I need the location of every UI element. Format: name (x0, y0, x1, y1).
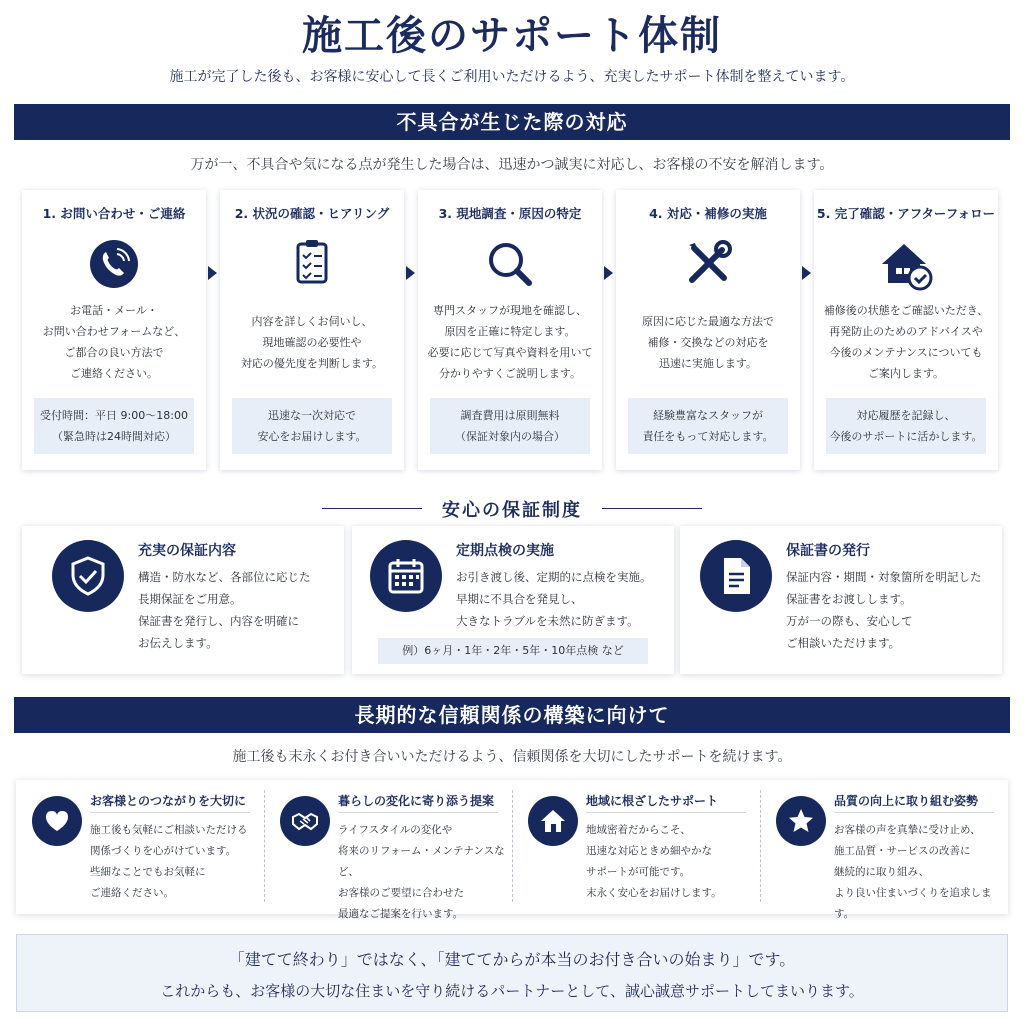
step-description: 内容を詳しくお伺いし、 現地確認の必要性や 対応の優先度を判断します。 (240, 314, 384, 370)
trust-item-text: 施工後も気軽にご相談いただける 関係づくりを心がけています。 些細なことでもお気軽に ご連絡ください。 (90, 824, 248, 899)
trust-section-heading: 長期的な信頼関係の構築に向けて (14, 697, 1010, 733)
trust-item-title: 地域に根ざしたサポート (586, 794, 719, 808)
divider (338, 812, 498, 813)
step-description: 専門スタッフが現地を確認し、 原因を正確に特定します。 必要に応じて写真や資料を用いて 分かりやすくご説明します。 (427, 304, 593, 380)
trust-item-title: 品質の向上に取り組む姿勢 (834, 794, 979, 808)
shield-check-icon (52, 540, 124, 612)
closing-line-1: 「建てて終わり」ではなく、「建ててからが本当のお付き合いの始まり」です。 (228, 950, 796, 969)
warranty-card-title: 保証書の発行 (786, 543, 870, 559)
warranty-heading: 安心の保証制度 (442, 500, 582, 521)
trust-item-text: 地域密着だからこそ、 迅速な対応ときめ細やかな サポートが可能です。 末永く安心をお届けします。 (586, 824, 722, 899)
step-card (220, 190, 404, 470)
trust-item-text: ライフスタイルの変化や 将来のリフォーム・メンテナンスなど、 お客様のご要望に合わせた 最適なご提案を行います。 (338, 824, 505, 920)
tools-icon (678, 234, 738, 294)
trust-item-title: 暮らしの変化に寄り添う提案 (338, 794, 495, 808)
warranty-card (22, 526, 344, 674)
step-description: 原因に応じた最適な方法で 補修・交換などの対応を 迅速に実施します。 (642, 314, 774, 370)
step-card (22, 190, 206, 470)
step-description: 補修後の状態をご確認いただき、 再発防止のためのアドバイスや 今後のメンテナンスについても ご案内します。 (823, 304, 989, 380)
issue-section-subtitle: 万が一、不具合や気になる点が発生した場合は、迅速かつ誠実に対応し、お客様の不安を解消します。 (190, 157, 834, 173)
issue-steps (22, 190, 1002, 470)
trust-items (16, 780, 1008, 920)
heart-icon (32, 796, 82, 846)
page-title: 施工後のサポート体制 (302, 12, 722, 59)
trust-item (264, 780, 512, 920)
page-subtitle: 施工が完了した後も、お客様に安心して長くご利用いただけるよう、充実したサポート体制を整えています。 (169, 69, 855, 85)
step-title: 5. 完了確認・アフターフォロー (816, 206, 996, 221)
magnifier-icon (480, 234, 540, 294)
warranty-card-title: 充実の保証内容 (138, 543, 236, 559)
step-note: 経験豊富なスタッフが 責任をもって対応します。 (628, 398, 788, 454)
step-note: 迅速な一次対応で 安心をお届けします。 (232, 398, 392, 454)
document-icon (700, 540, 772, 612)
trust-section-subtitle: 施工後も末永くお付き合いいただけるよう、信頼関係を大切にしたサポートを続けます。 (232, 749, 792, 765)
handshake-icon (280, 796, 330, 846)
divider (602, 508, 702, 509)
divider (586, 812, 746, 813)
closing-line-2: これからも、お客様の大切な住まいを守り続けるパートナーとして、誠心誠意サポートしてまいります。 (160, 982, 864, 1000)
warranty-card-text: 保証内容・期間・対象箇所を明記した 保証書をお渡しします。 万が一の際も、安心して ご相談いただけます。 (786, 570, 982, 650)
divider (322, 508, 422, 509)
step-description: お電話・メール・ お問い合わせフォームなど、 ご都合の良い方法で ご連絡ください。 (42, 304, 186, 380)
house-check-icon (876, 234, 936, 294)
checklist-icon (282, 234, 342, 294)
warranty-card-note: 例）6ヶ月・1年・2年・5年・10年点検 など (378, 638, 648, 664)
step-title: 3. 現地調査・原因の特定 (438, 206, 582, 221)
trust-item-title: お客様とのつながりを大切に (90, 794, 247, 808)
step-card (418, 190, 602, 470)
chevron-right-icon (802, 266, 811, 280)
star-icon (776, 796, 826, 846)
chevron-right-icon (604, 266, 613, 280)
trust-item (16, 780, 264, 914)
warranty-card-title: 定期点検の実施 (456, 543, 554, 559)
divider (90, 812, 250, 813)
divider (834, 812, 994, 813)
issue-section-heading: 不具合が生じた際の対応 (14, 104, 1010, 140)
warranty-heading-wrap (0, 496, 1024, 522)
step-note: 調査費用は原則無料 （保証対象内の場合） (430, 398, 590, 454)
phone-icon (84, 234, 144, 294)
step-title: 4. 対応・補修の実施 (649, 206, 767, 221)
step-title: 1. お問い合わせ・ご連絡 (42, 206, 186, 221)
trust-item (760, 780, 1008, 920)
warranty-card-text: お引き渡し後、定期的に点検を実施。 早期に不具合を発見し、 大きなトラブルを未然に防ぎます。 (456, 570, 652, 628)
chevron-right-icon (208, 266, 217, 280)
trust-item (512, 780, 760, 914)
warranty-card (352, 526, 674, 674)
step-card (814, 190, 998, 470)
step-note: 受付時間：平日 9:00〜18:00 （緊急時は24時間対応） (34, 398, 194, 454)
step-note: 対応履歴を記録し、 今後のサポートに活かします。 (826, 398, 986, 454)
trust-item-text: お客様の声を真摯に受け止め、 施工品質・サービスの改善に 継続的に取り組み、 より良い住まいづくりを追求します。 (834, 824, 992, 920)
calendar-icon (370, 540, 442, 612)
closing-message (16, 934, 1008, 1012)
house-icon (528, 796, 578, 846)
warranty-card-text: 構造・防水など、各部位に応じた 長期保証をご用意。 保証書を発行し、内容を明確に お伝えします。 (138, 570, 311, 650)
warranty-card (680, 526, 1002, 674)
step-title: 2. 状況の確認・ヒアリング (234, 206, 390, 221)
chevron-right-icon (406, 266, 415, 280)
step-card (616, 190, 800, 470)
